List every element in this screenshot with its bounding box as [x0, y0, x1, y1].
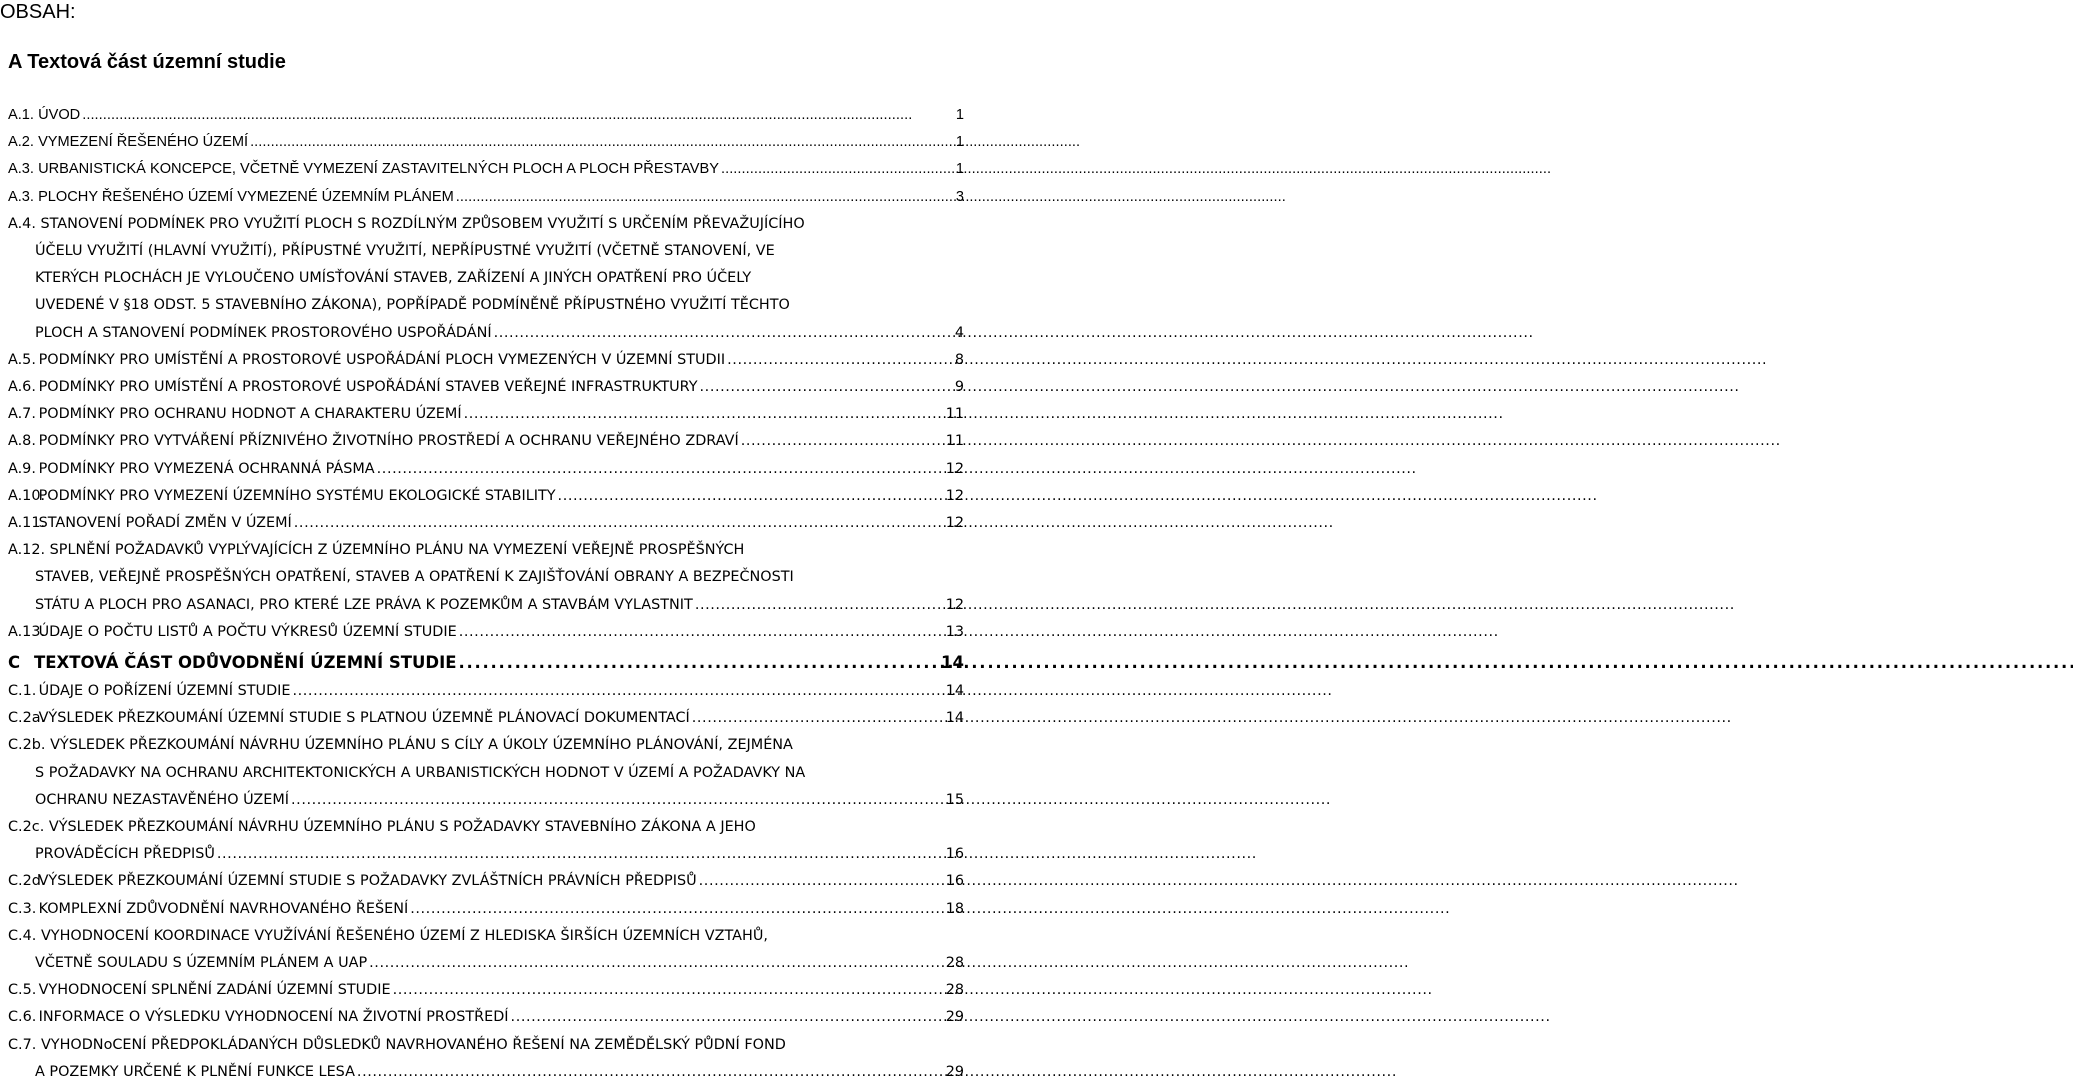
toc-entry-number: A.12. — [8, 542, 46, 559]
toc-entry[interactable] — [8, 868, 966, 895]
toc-entry-title: PLOCH A STANOVENÍ PODMÍNEK PROSTOROVÉHO USPOŘÁDÁNÍ — [35, 324, 492, 341]
toc-entry-number: A.9. — [8, 460, 36, 477]
toc-entry-page: 16 — [945, 873, 964, 890]
toc-entry-number: C.5. — [8, 982, 37, 999]
toc-entry-title: UVEDENÉ V §18 ODST. 5 STAVEBNÍHO ZÁKONA), POPŘÍPADĚ PODMÍNĚNĚ PŘÍPUSTNÉHO VYUŽITÍ TĚCHTO — [35, 297, 790, 314]
toc-entry-number: C.1. — [8, 683, 37, 699]
toc-entry-title: PODMÍNKY PRO VYMEZENÁ OCHRANNÁ PÁSMA — [38, 460, 375, 477]
toc-entry-page: 18 — [945, 900, 964, 917]
toc-entry-title: ÚČELU VYUŽITÍ (HLAVNÍ VYUŽITÍ), PŘÍPUSTNÉ VYUŽITÍ, NEPŘÍPUSTNÉ VYUŽITÍ (VČETNĚ STANOVENÍ, VE — [35, 243, 775, 260]
toc-entry-title: PROVÁDĚCÍCH PŘEDPISŮ — [35, 846, 215, 863]
toc-entry[interactable] — [8, 814, 966, 868]
toc-leader-dots — [558, 483, 944, 510]
toc-entry-page: 1 — [955, 161, 964, 178]
toc-leader-dots — [369, 950, 944, 977]
toc-entry[interactable] — [8, 129, 966, 156]
toc-entry-page: 12 — [945, 515, 964, 532]
toc-entry-page: 12 — [945, 460, 964, 477]
toc-entry-title: S POŽADAVKY NA OCHRANU ARCHITEKTONICKÝCH A URBANISTICKÝCH HODNOT V ÚZEMÍ A POŽADAVKY NA — [35, 764, 806, 781]
toc-leader-dots — [250, 129, 954, 156]
toc-entry-page: 29 — [945, 1009, 964, 1026]
contents-heading: OBSAH: — [0, 1, 76, 23]
toc-entry-c-main[interactable] — [8, 648, 966, 678]
toc-entry-title: ÚVOD — [38, 107, 81, 123]
toc-entry[interactable] — [8, 678, 966, 705]
toc-leader-dots — [721, 156, 954, 183]
toc-entry-number: A.3. — [8, 161, 34, 178]
toc-entry-title: PODMÍNKY PRO UMÍSTĚNÍ A PROSTOROVÉ USPOŘÁDÁNÍ PLOCH VYMEZENÝCH V ÚZEMNÍ STUDII — [38, 351, 726, 368]
toc-leader-dots — [464, 401, 944, 428]
toc-entry-title: PODMÍNKY PRO UMÍSTĚNÍ A PROSTOROVÉ USPOŘÁDÁNÍ STAVEB VEŘEJNÉ INFRASTRUKTURY — [38, 379, 698, 396]
toc-entry[interactable] — [8, 510, 966, 537]
toc-entry-title: VYMEZENÍ ŘEŠENÉHO ÚZEMÍ — [38, 134, 249, 151]
toc-entry-number: A.1. — [8, 107, 34, 123]
toc-leader-dots — [456, 184, 954, 211]
toc-entry-page: 8 — [954, 351, 964, 368]
toc-entry-page: 13 — [945, 623, 964, 640]
toc-entry-number: C.3. — [8, 900, 37, 917]
toc-entry-number: C.7. — [8, 1036, 37, 1053]
toc-entry-title: STANOVENÍ POŘADÍ ZMĚN V ÚZEMÍ — [38, 515, 292, 532]
toc-entry-title: VÝSLEDEK PŘEZKOUMÁNÍ ÚZEMNÍ STUDIE S POŽADAVKY ZVLÁŠTNÍCH PRÁVNÍCH PŘEDPISŮ — [38, 873, 697, 890]
toc-entry-number: C.2c. — [8, 819, 45, 836]
toc-leader-dots — [459, 648, 940, 678]
toc-entry[interactable] — [8, 156, 966, 183]
toc-leader-dots — [700, 374, 953, 401]
toc-entry-number: C.2d. — [8, 873, 46, 890]
toc-entry-title: PODMÍNKY PRO VYTVÁŘENÍ PŘÍZNIVÉHO ŽIVOTNÍHO PROSTŘEDÍ A OCHRANU VEŘEJNÉHO ZDRAVÍ — [38, 433, 739, 450]
toc-entry[interactable] — [8, 732, 966, 814]
toc-entry[interactable] — [8, 619, 966, 646]
toc-entry-number: C — [8, 653, 21, 672]
toc-leader-dots — [494, 320, 953, 347]
toc-entry-title: PLOCHY ŘEŠENÉHO ÚZEMÍ VYMEZENÉ ÚZEMNÍM PLÁNEM — [38, 188, 454, 205]
toc-entry-page: 14 — [945, 683, 964, 699]
toc-entry-page: 14 — [945, 710, 964, 727]
toc-entry-title: VYHODNoCENÍ PŘEDPOKLÁDANÝCH DŮSLEDKŮ NAVRHOVANÉHO ŘEŠENÍ NA ZEMĚDĚLSKÝ PŮDNÍ FOND — [40, 1036, 786, 1053]
toc-leader-dots — [727, 347, 953, 374]
toc-entry[interactable] — [8, 977, 966, 1004]
toc-entry-number: A.11. — [8, 515, 46, 532]
toc-entry-title: ÚDAJE O POŘÍZENÍ ÚZEMNÍ STUDIE — [38, 683, 291, 699]
toc-leader-dots — [217, 841, 944, 868]
toc-entry-page: 3 — [955, 188, 964, 205]
toc-entry-title: PODMÍNKY PRO OCHRANU HODNOT A CHARAKTERU ÚZEMÍ — [38, 406, 462, 423]
toc-entry-number: A.13. — [8, 623, 46, 640]
toc-entry[interactable] — [8, 428, 966, 455]
section-a-title: A Textová část územní studie — [8, 51, 286, 73]
toc-leader-dots — [393, 977, 944, 1004]
toc-entry-page: 1 — [955, 107, 964, 123]
toc-entry-title: VYHODNOCENÍ SPLNĚNÍ ZADÁNÍ ÚZEMNÍ STUDIE — [38, 982, 391, 999]
toc-leader-dots — [357, 1059, 944, 1086]
toc-entry[interactable] — [8, 483, 966, 510]
toc-entry[interactable] — [8, 705, 966, 732]
toc-entry-number: A.5. — [8, 351, 36, 368]
toc-entry[interactable] — [8, 184, 966, 211]
toc-entry-page: 12 — [945, 596, 964, 613]
toc-entry-page: 12 — [945, 487, 964, 504]
toc-entry[interactable] — [8, 923, 966, 977]
toc-entry-number: A.4. — [8, 215, 36, 232]
toc-entry-title: STANOVENÍ PODMÍNEK PRO VYUŽITÍ PLOCH S ROZDÍLNÝM ZPŮSOBEM VYUŽITÍ S URČENÍM PŘEVAŽUJÍCÍHO — [40, 215, 805, 232]
toc-leader-dots — [292, 678, 943, 705]
toc-entry-title: VČETNĚ SOULADU S ÚZEMNÍM PLÁNEM A UAP — [35, 955, 368, 972]
toc-entry[interactable] — [8, 896, 966, 923]
toc-entry-title: VÝSLEDEK PŘEZKOUMÁNÍ NÁVRHU ÚZEMNÍHO PLÁNU S POŽADAVKY STAVEBNÍHO ZÁKONA A JEHO — [48, 819, 756, 836]
toc-entry-page: 14 — [941, 653, 964, 672]
toc-entry[interactable] — [8, 347, 966, 374]
document-page — [0, 0, 964, 1080]
toc-leader-dots — [82, 102, 954, 129]
toc-entry-number: A.3. — [8, 188, 34, 205]
toc-entry-page: 28 — [945, 955, 964, 972]
toc-entry-title: PODMÍNKY PRO VYMEZENÍ ÚZEMNÍHO SYSTÉMU EKOLOGICKÉ STABILITY — [38, 487, 556, 504]
toc-entry-title: SPLNĚNÍ POŽADAVKŮ VYPLÝVAJÍCÍCH Z ÚZEMNÍHO PLÁNU NA VYMEZENÍ VEŘEJNĚ PROSPĚŠNÝCH — [49, 542, 745, 559]
toc-leader-dots — [291, 787, 944, 814]
toc-entry-number: C.6. — [8, 1009, 37, 1026]
toc-entry-page: 15 — [945, 791, 964, 808]
toc-entry-number: A.6. — [8, 379, 36, 396]
toc-entry-title: OCHRANU NEZASTAVĚNÉHO ÚZEMÍ — [35, 791, 290, 808]
toc-entry-number: C.2b. — [8, 737, 46, 754]
toc-entry[interactable] — [8, 374, 966, 401]
toc-section-c-entries — [0, 678, 964, 1086]
toc-entry[interactable] — [8, 1004, 966, 1031]
toc-leader-dots — [377, 456, 944, 483]
toc-leader-dots — [459, 619, 944, 646]
toc-entry-number: A.7. — [8, 406, 36, 423]
toc-entry-number: C.2a. — [8, 710, 46, 727]
toc-entry-page: 16 — [945, 846, 964, 863]
toc-entry-number: A.2. — [8, 134, 34, 151]
toc-entry[interactable] — [8, 537, 966, 619]
toc-entry-number: C.4. — [8, 927, 37, 944]
toc-leader-dots — [695, 592, 944, 619]
toc-entry-title: STAVEB, VEŘEJNĚ PROSPĚŠNÝCH OPATŘENÍ, STAVEB A OPATŘENÍ K ZAJIŠŤOVÁNÍ OBRANY A BEZPEČNOSTI — [35, 569, 794, 586]
toc-entry-page: 29 — [945, 1063, 964, 1080]
toc-section-c — [0, 648, 964, 1086]
toc-entry-title: ÚDAJE O POČTU LISTŮ A POČTU VÝKRESŮ ÚZEMNÍ STUDIE — [38, 623, 457, 640]
toc-entry-title: TEXTOVÁ ČÁST ODŮVODNĚNÍ ÚZEMNÍ STUDIE — [34, 653, 457, 672]
toc-entry[interactable] — [8, 1032, 966, 1086]
toc-leader-dots — [692, 705, 944, 732]
toc-entry-page: 11 — [945, 433, 964, 450]
toc-entry[interactable] — [8, 211, 966, 347]
toc-entry-page: 28 — [945, 982, 964, 999]
toc-leader-dots — [511, 1004, 944, 1031]
toc-entry-page: 4 — [954, 324, 964, 341]
toc-leader-dots — [699, 868, 944, 895]
toc-entry-title: A POZEMKY URČENÉ K PLNĚNÍ FUNKCE LESA — [35, 1063, 355, 1080]
toc-entry[interactable] — [8, 102, 966, 129]
toc-entry[interactable] — [8, 456, 966, 483]
toc-entry-title: KOMPLEXNÍ ZDŮVODNĚNÍ NAVRHOVANÉHO ŘEŠENÍ — [38, 900, 409, 917]
toc-entry-title: VYHODNOCENÍ KOORDINACE VYUŽÍVÁNÍ ŘEŠENÉHO ÚZEMÍ Z HLEDISKA ŠIRŠÍCH ÚZEMNÍCH VZTAHŮ, — [40, 927, 768, 944]
toc-entry-page: 1 — [955, 134, 964, 151]
toc-entry-page: 11 — [945, 406, 964, 423]
toc-section-a — [0, 102, 964, 646]
toc-entry-page: 9 — [954, 379, 964, 396]
toc-entry-title: INFORMACE O VÝSLEDKU VYHODNOCENÍ NA ŽIVOTNÍ PROSTŘEDÍ — [38, 1009, 509, 1026]
toc-entry-title: VÝSLEDEK PŘEZKOUMÁNÍ NÁVRHU ÚZEMNÍHO PLÁNU S CÍLY A ÚKOLY ÚZEMNÍHO PLÁNOVÁNÍ, ZEJMÉNA — [50, 737, 793, 754]
toc-leader-dots — [741, 428, 944, 455]
toc-leader-dots — [294, 510, 944, 537]
toc-leader-dots — [410, 896, 943, 923]
toc-entry-number: A.8. — [8, 433, 36, 450]
toc-entry-title: VÝSLEDEK PŘEZKOUMÁNÍ ÚZEMNÍ STUDIE S PLATNOU ÚZEMNĚ PLÁNOVACÍ DOKUMENTACÍ — [38, 710, 690, 727]
toc-entry-number: A.10. — [8, 487, 46, 504]
toc-entry-title: STÁTU A PLOCH PRO ASANACI, PRO KTERÉ LZE PRÁVA K POZEMKŮM A STAVBÁM VYLASTNIT — [35, 596, 693, 613]
toc-entry-title: KTERÝCH PLOCHÁCH JE VYLOUČENO UMÍSŤOVÁNÍ STAVEB, ZAŘÍZENÍ A JINÝCH OPATŘENÍ PRO ÚČELY — [35, 270, 752, 287]
toc-entry[interactable] — [8, 401, 966, 428]
toc-entry-title: URBANISTICKÁ KONCEPCE, VČETNĚ VYMEZENÍ ZASTAVITELNÝCH PLOCH A PLOCH PŘESTAVBY — [38, 161, 719, 178]
